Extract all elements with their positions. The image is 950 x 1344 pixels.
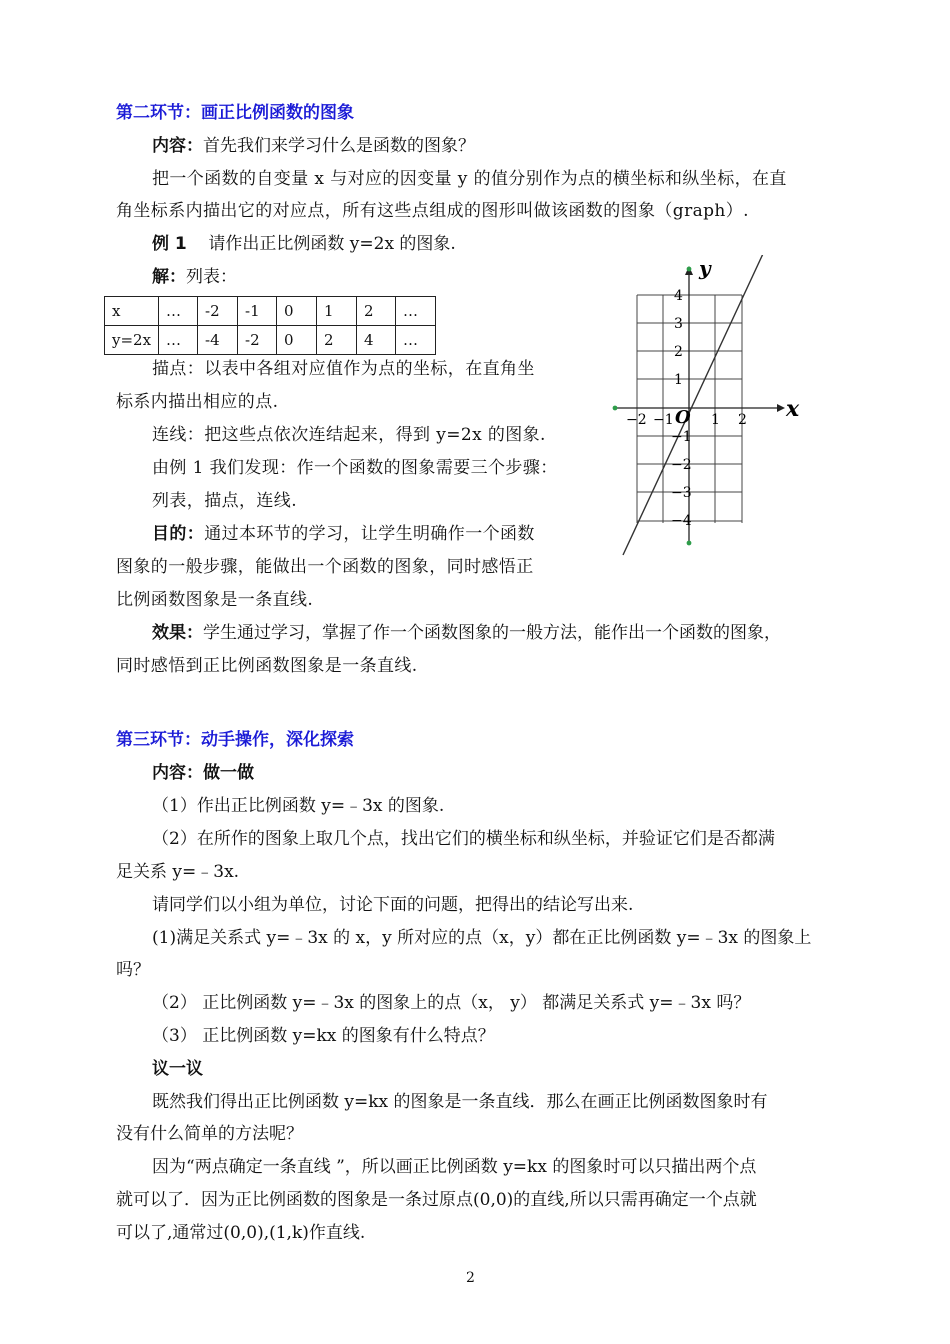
example-1 — [152, 233, 456, 255]
x-tick-label: −2 — [626, 412, 647, 428]
x-tick-label: −1 — [653, 412, 674, 428]
method-line-3: 可以了,通常过(0,0),(1,k)作直线. — [116, 1223, 366, 1243]
question-1-line-1: (1)满足关系式 y=﹣3x 的 x，y 所对应的点（x，y）都在正比例函数 y=﹣3x 的图象上 — [152, 928, 812, 948]
table-cell: … — [159, 297, 198, 326]
method-line-1: 因为“两点确定一条直线 ”，所以画正比例函数 y=kx 的图象时可以只描出两个点 — [152, 1157, 757, 1177]
solution-label: 解： — [152, 267, 186, 287]
y-tick-label: −3 — [671, 485, 692, 501]
table-row — [105, 297, 436, 326]
solution-line — [152, 266, 237, 288]
method-line-2: 就可以了．因为正比例函数的图象是一条过原点(0,0)的直线,所以只需再确定一个点就 — [116, 1190, 757, 1210]
question-3: （3） 正比例函数 y=kx 的图象有什么特点？ — [152, 1026, 495, 1046]
y-tick-label: −1 — [671, 429, 692, 445]
content-text: 首先我们来学习什么是函数的图象？ — [203, 136, 475, 156]
steps-line-2: 列表，描点，连线. — [152, 491, 298, 511]
table-cell: … — [159, 326, 198, 355]
table-cell: y=2x — [105, 326, 159, 355]
definition-line-1: 把一个函数的自变量 x 与对应的因变量 y 的值分别作为点的横坐标和纵坐标，在直 — [152, 169, 787, 189]
table-cell: x — [105, 297, 159, 326]
question-1-line-2: 吗？ — [116, 960, 150, 980]
table-cell: 4 — [357, 326, 396, 355]
plot-line-2: 标系内描出相应的点. — [116, 392, 279, 412]
group-instruction: 请同学们以小组为单位，讨论下面的问题，把得出的结论写出来. — [152, 895, 634, 915]
x-axis-endpoint — [613, 406, 618, 411]
table-cell: -2 — [238, 326, 277, 355]
content-label: 内容： — [152, 136, 203, 156]
discuss-label: 议一议 — [152, 1059, 203, 1079]
section3-content-label: 内容：做一做 — [152, 763, 254, 783]
y-axis-top-point — [687, 267, 692, 272]
section2-title: 第二环节：画正比例函数的图象 — [116, 103, 354, 123]
discuss-line-1: 既然我们得出正比例函数 y=kx 的图象是一条直线．那么在画正比例函数图象时有 — [152, 1092, 768, 1112]
task-item-1: （1）作出正比例函数 y=﹣3x 的图象. — [152, 796, 445, 816]
table-cell: -2 — [198, 297, 238, 326]
effect-line-1: 学生通过学习，掌握了作一个函数图象的一般方法，能作出一个函数的图象， — [203, 623, 781, 643]
y-axis-bottom-point — [687, 541, 692, 546]
table-cell: -1 — [238, 297, 277, 326]
definition-line-2: 角坐标系内描出它的对应点，所有这些点组成的图形叫做该函数的图象（graph）. — [116, 201, 749, 221]
x-axis-arrow-icon — [777, 404, 785, 412]
example-label: 例 1 — [152, 234, 187, 254]
section3-title: 第三环节：动手操作，深化探索 — [116, 730, 354, 750]
x-tick-label: 2 — [738, 412, 747, 428]
question-2: （2） 正比例函数 y=﹣3x 的图象上的点（x， y） 都满足关系式 y=﹣3x 吗？ — [152, 993, 751, 1013]
x-axis-label: x — [786, 396, 800, 422]
goal-label: 目的： — [152, 524, 205, 544]
table-cell: … — [396, 297, 436, 326]
content-paragraph — [152, 135, 475, 157]
task-item-2-line-1: （2）在所作的图象上取几个点，找出它们的横坐标和纵坐标，并验证它们是否都满 — [152, 829, 775, 849]
solution-text: 列表： — [186, 267, 237, 287]
goal-paragraph — [152, 523, 535, 545]
y-axis-label: y — [699, 256, 711, 280]
table-row — [105, 326, 436, 355]
task-item-2-line-2: 足关系 y=﹣3x. — [116, 862, 240, 882]
y-tick-label: 3 — [674, 316, 683, 332]
origin-label: O — [675, 407, 691, 428]
discuss-line-2: 没有什么简单的方法呢？ — [116, 1124, 303, 1144]
goal-line-1: 通过本环节的学习，让学生明确作一个函数 — [204, 524, 535, 544]
example-text: 请作出正比例函数 y=2x 的图象. — [208, 234, 456, 254]
value-table — [104, 296, 436, 355]
table-cell: 0 — [277, 297, 317, 326]
y-tick-label: −4 — [671, 513, 692, 529]
table-cell: 1 — [317, 297, 357, 326]
steps-line-1: 由例 1 我们发现：作一个函数的图象需要三个步骤： — [152, 458, 558, 478]
table-cell: 2 — [357, 297, 396, 326]
table-cell: -4 — [198, 326, 238, 355]
table-cell: 0 — [277, 326, 317, 355]
table-cell: 2 — [317, 326, 357, 355]
y-tick-label: 1 — [674, 372, 683, 388]
connect-line: 连线：把这些点依次连结起来，得到 y=2x 的图象. — [152, 425, 546, 445]
function-line — [623, 255, 768, 555]
goal-line-2: 图象的一般步骤，能做出一个函数的图象，同时感悟正 — [116, 557, 534, 577]
effect-paragraph — [152, 622, 781, 644]
table-cell: … — [396, 326, 436, 355]
goal-line-3: 比例函数图象是一条直线. — [116, 590, 314, 610]
y-tick-label: −2 — [671, 457, 692, 473]
x-tick-label: 1 — [711, 412, 720, 428]
effect-label: 效果： — [152, 623, 203, 643]
plot-line-1: 描点：以表中各组对应值作为点的坐标，在直角坐 — [152, 359, 535, 379]
function-graph — [605, 255, 815, 560]
y-tick-label: 2 — [674, 344, 683, 360]
y-tick-label: 4 — [674, 288, 683, 304]
effect-line-2: 同时感悟到正比例函数图象是一条直线. — [116, 656, 418, 676]
page-number: 2 — [466, 1270, 475, 1286]
